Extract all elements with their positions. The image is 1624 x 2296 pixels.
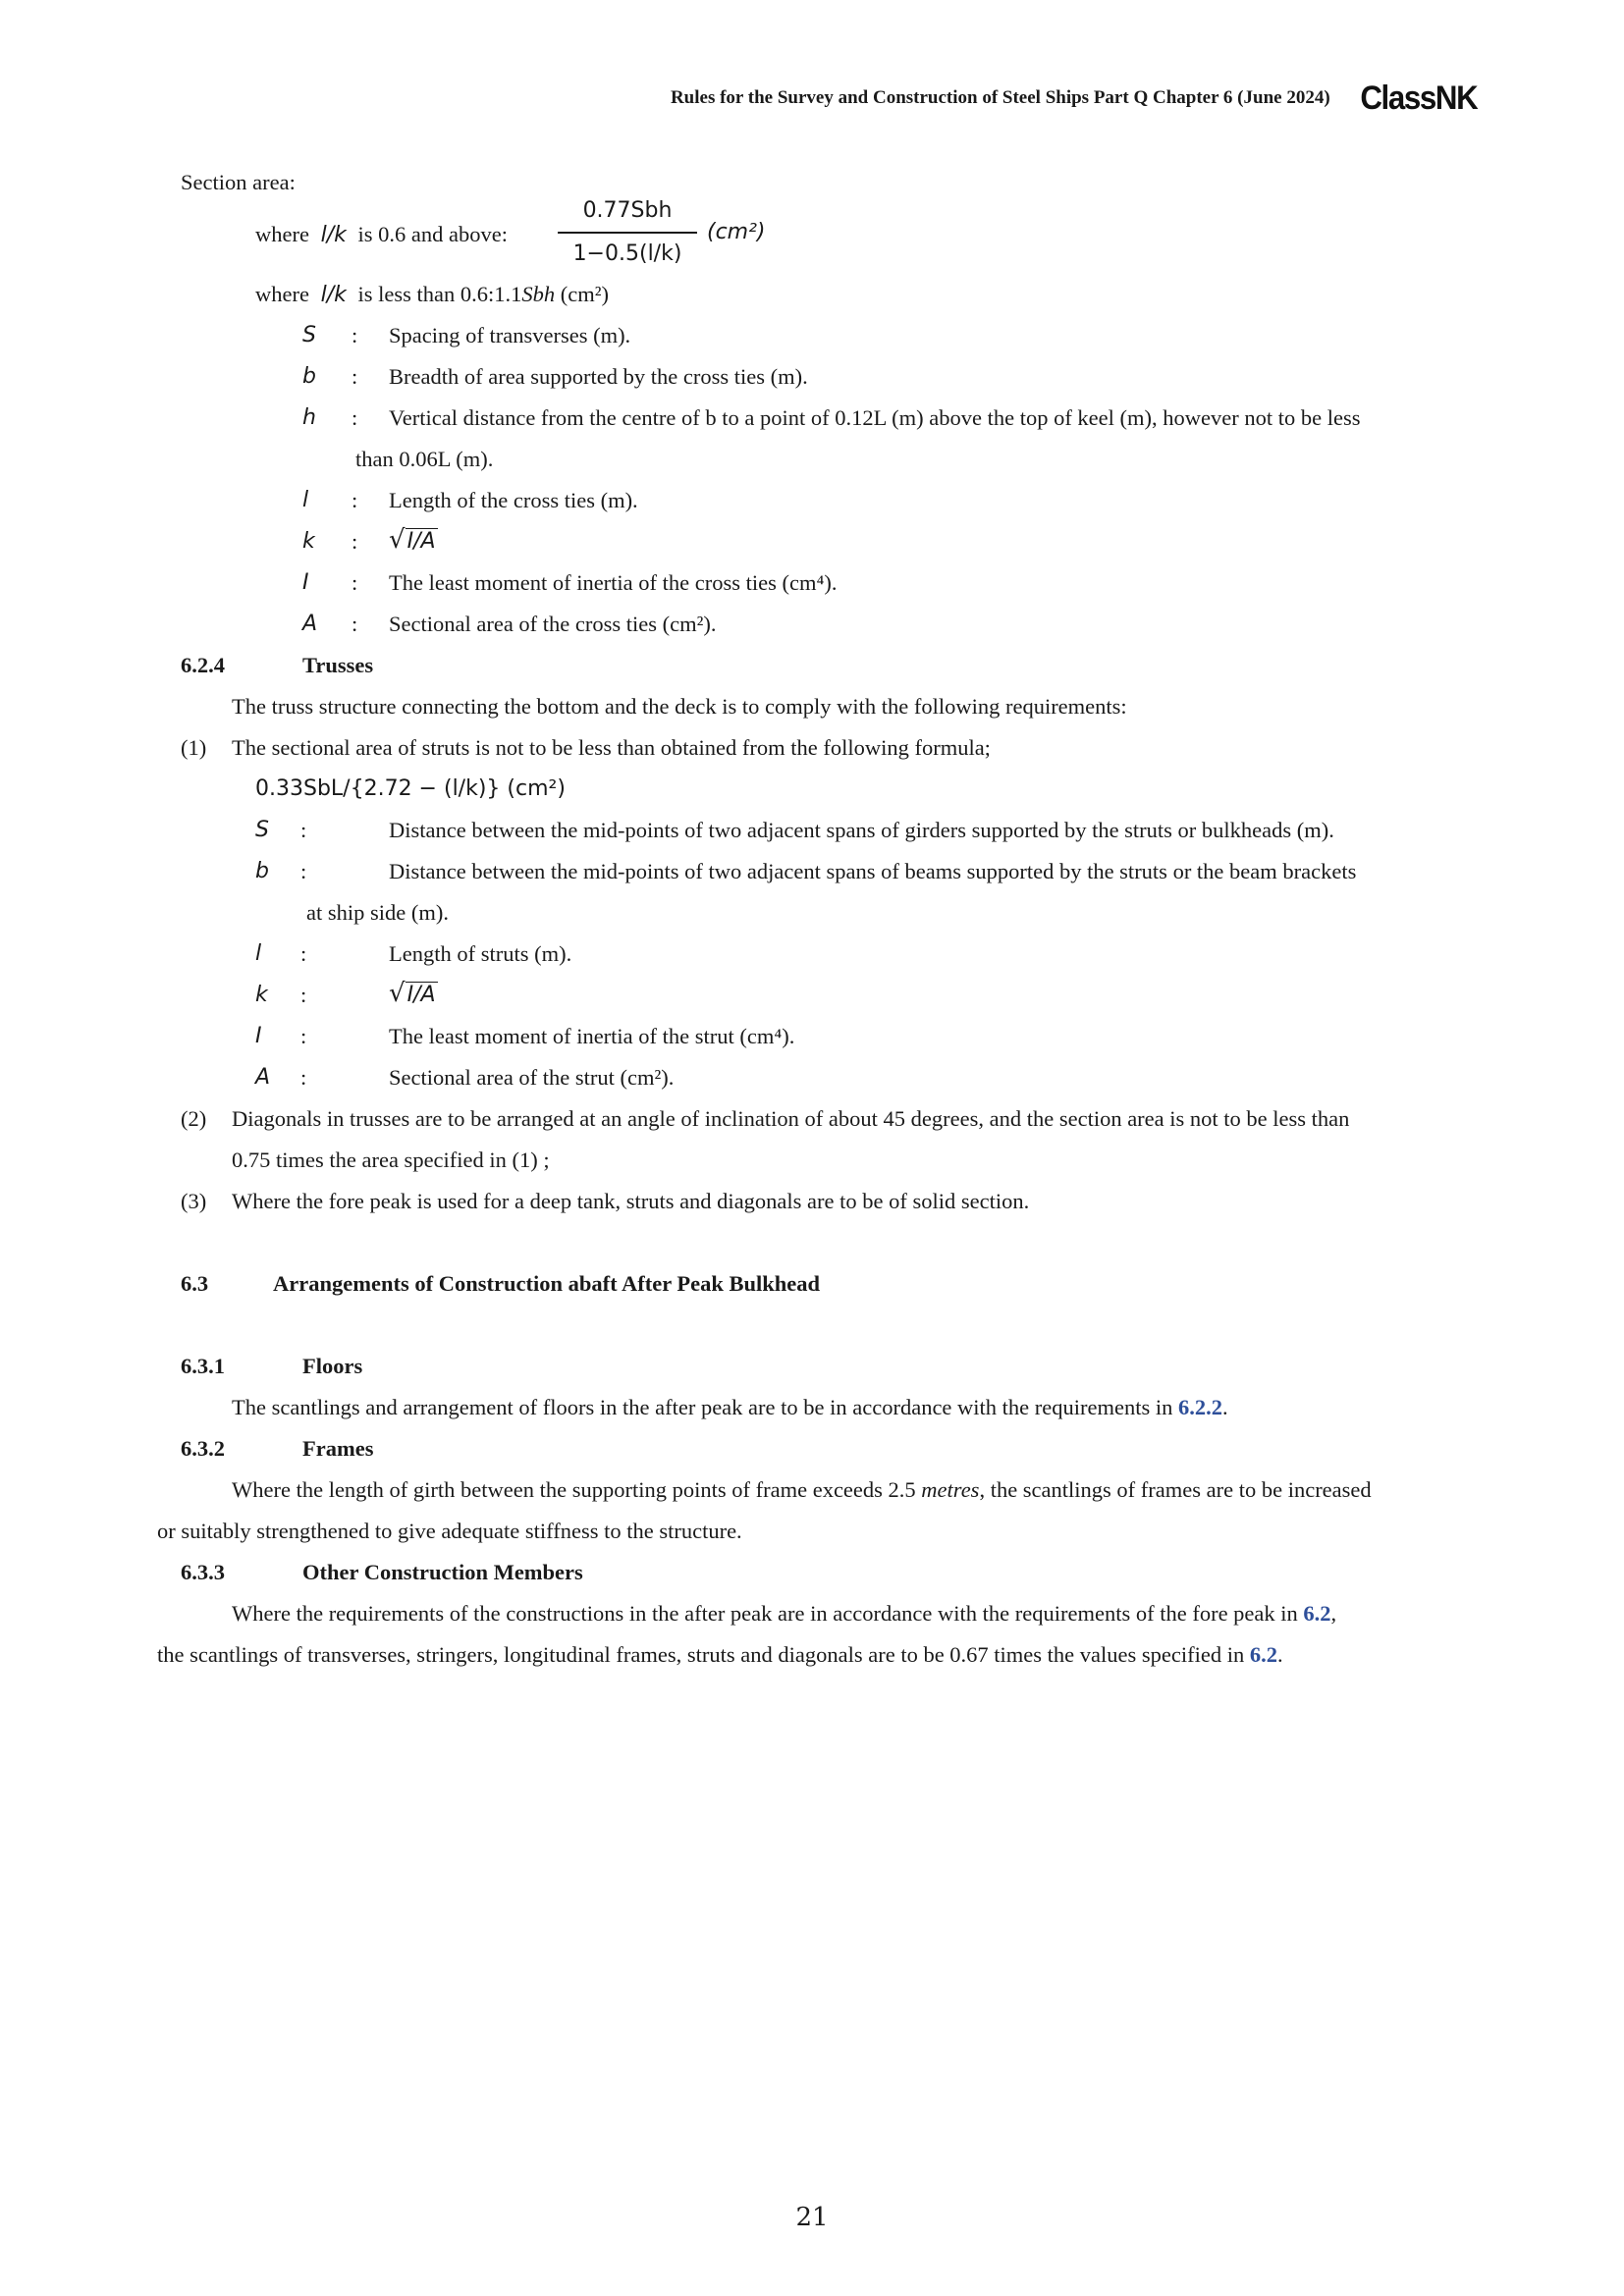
paragraph-continued: the scantlings of transverses, stringers, longitudinal frames, struts and diagonals are to be 0.67 times the values specified in 6.2. xyxy=(157,1642,1283,1667)
def-symbol: l xyxy=(302,488,309,512)
def-colon: : xyxy=(300,983,307,1007)
paragraph: The scantlings and arrangement of floors in the after peak are to be in accordance with the requirements in 6.2.2. xyxy=(232,1395,1228,1419)
def-colon: : xyxy=(352,612,358,636)
section-intro: The truss structure connecting the bottom and the deck is to comply with the following requirements: xyxy=(232,694,1127,719)
section-area-label: Section area: xyxy=(181,170,296,194)
list-text: Diagonals in trusses are to be arranged at an angle of inclination of about 45 degrees, and the section area is not to be less than xyxy=(232,1106,1350,1131)
def-colon: : xyxy=(300,941,307,966)
def-symbol: I xyxy=(255,1024,262,1048)
def-symbol: b xyxy=(302,364,316,389)
def-text-continued: at ship side (m). xyxy=(306,900,449,925)
section-number: 6.3 xyxy=(181,1271,209,1296)
def-symbol: k xyxy=(255,983,268,1007)
def-symbol: h xyxy=(302,405,316,430)
link-6-2-2[interactable]: 6.2.2 xyxy=(1177,1395,1222,1419)
paragraph-continued: or suitably strengthened to give adequate stiffness to the structure. xyxy=(157,1519,742,1543)
list-number: (3) xyxy=(181,1189,207,1213)
section-number: 6.3.1 xyxy=(181,1354,225,1378)
condition-2: where l/k is less than 0.6:1.1Sbh (cm²) xyxy=(255,282,609,307)
link-6-2[interactable]: 6.2 xyxy=(1249,1642,1277,1667)
def-text: Spacing of transverses (m). xyxy=(389,323,631,347)
list-text-continued: 0.75 times the area specified in (1) ; xyxy=(232,1148,550,1172)
list-text: Where the fore peak is used for a deep tank, struts and diagonals are to be of solid section. xyxy=(232,1189,1030,1213)
section-title: Frames xyxy=(302,1436,374,1461)
condition-1: where l/k is 0.6 and above: xyxy=(255,222,508,247)
def-text: Breadth of area supported by the cross ties (m). xyxy=(389,364,808,389)
def-symbol: S xyxy=(302,323,316,347)
def-text: Length of struts (m). xyxy=(389,941,572,966)
def-text: The least moment of inertia of the cross ties (cm⁴). xyxy=(389,570,838,595)
section-number: 6.3.2 xyxy=(181,1436,225,1461)
section-number: 6.2.4 xyxy=(181,653,225,677)
page-header xyxy=(671,79,1477,118)
def-text: Sectional area of the strut (cm²). xyxy=(389,1065,675,1090)
def-symbol: l xyxy=(255,941,262,966)
link-6-2[interactable]: 6.2 xyxy=(1303,1601,1331,1626)
def-colon: : xyxy=(352,529,358,554)
fraction-bar xyxy=(558,232,697,234)
def-text: Distance between the mid-points of two adjacent spans of girders supported by the struts or bulkheads (m). xyxy=(389,818,1334,842)
list-number: (1) xyxy=(181,735,207,760)
def-symbol: b xyxy=(255,859,269,883)
fraction-numerator: 0.77Sbh xyxy=(582,198,673,223)
def-colon: : xyxy=(352,364,358,389)
def-text: Distance between the mid-points of two adjacent spans of beams supported by the struts or the beam brackets xyxy=(389,859,1357,883)
formula-fraction xyxy=(558,192,697,273)
header-title: Rules for the Survey and Construction of Steel Ships Part Q Chapter 6 (June 2024) xyxy=(670,87,1330,108)
paragraph: Where the requirements of the constructions in the after peak are in accordance with the requirements of the fore peak in 6.2, xyxy=(232,1601,1337,1626)
sqrt-formula: √I/A xyxy=(389,979,436,1008)
list-text: The sectional area of struts is not to be less than obtained from the following formula; xyxy=(232,735,991,760)
section-title: Trusses xyxy=(302,653,374,677)
list-number: (2) xyxy=(181,1106,207,1131)
def-symbol: A xyxy=(255,1065,271,1090)
fraction-denominator: 1−0.5(l/k) xyxy=(572,241,682,266)
struts-formula: 0.33SbL/{2.72 − (l/k)} (cm²) xyxy=(255,776,566,801)
section-title: Arrangements of Construction abaft After Peak Bulkhead xyxy=(273,1271,821,1296)
section-title: Other Construction Members xyxy=(302,1560,583,1584)
paragraph: Where the length of girth between the supporting points of frame exceeds 2.5 metres, the scantlings of frames are to be increased xyxy=(232,1477,1372,1502)
def-text-continued: than 0.06L (m). xyxy=(355,447,494,471)
section-number: 6.3.3 xyxy=(181,1560,225,1584)
def-text: Vertical distance from the centre of b to a point of 0.12L (m) above the top of keel (m), however not to be less xyxy=(389,405,1361,430)
def-colon: : xyxy=(300,1024,307,1048)
def-colon: : xyxy=(352,405,358,430)
def-symbol: A xyxy=(302,612,318,636)
def-colon: : xyxy=(300,818,307,842)
def-colon: : xyxy=(300,1065,307,1090)
def-text: Length of the cross ties (m). xyxy=(389,488,638,512)
formula-unit: (cm²) xyxy=(707,220,766,244)
def-colon: : xyxy=(300,859,307,883)
def-text: The least moment of inertia of the strut (cm⁴). xyxy=(389,1024,795,1048)
section-title: Floors xyxy=(302,1354,363,1378)
def-symbol: k xyxy=(302,529,315,554)
def-colon: : xyxy=(352,488,358,512)
def-symbol: I xyxy=(302,570,309,595)
sqrt-formula: √I/A xyxy=(389,525,436,555)
def-symbol: S xyxy=(255,818,269,842)
def-colon: : xyxy=(352,570,358,595)
classnk-logo: ClassNK xyxy=(1360,79,1477,117)
def-colon: : xyxy=(352,323,358,347)
page-number: 21 xyxy=(795,2203,829,2232)
def-text: Sectional area of the cross ties (cm²). xyxy=(389,612,717,636)
